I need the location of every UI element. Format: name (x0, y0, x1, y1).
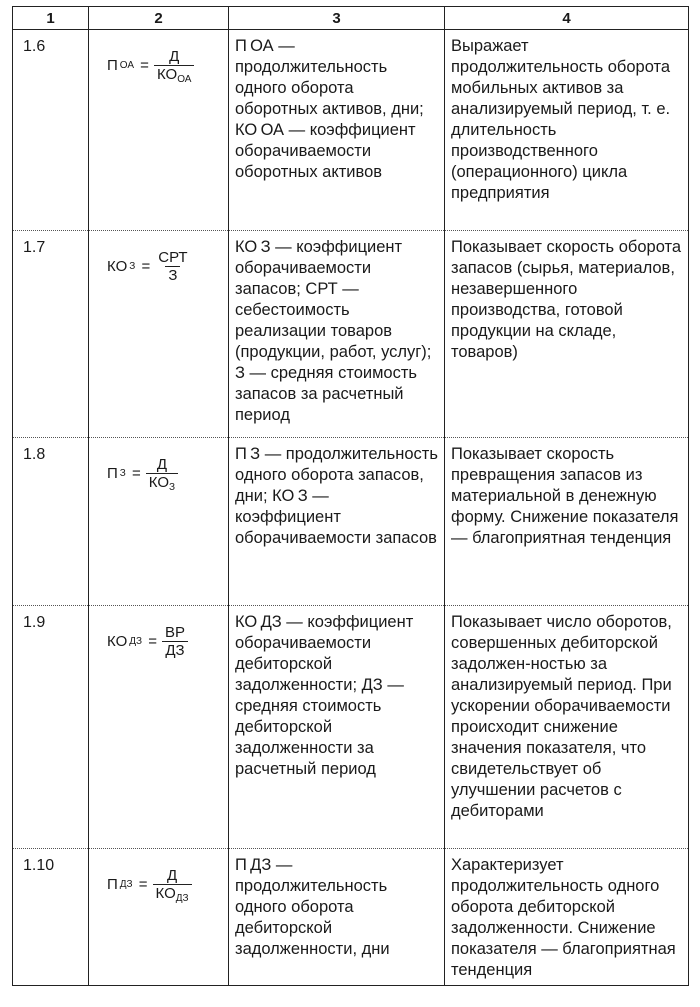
header-col-1: 1 (13, 7, 89, 30)
formula-fraction (153, 867, 192, 902)
formula-numerator: СРТ (158, 249, 188, 266)
formula: П ОА = $\frac{Д}{КО_{ОА}}$ (107, 48, 194, 83)
meaning-cell (445, 231, 689, 438)
formula-denominator: З (168, 267, 178, 284)
header-col-2: 2 (89, 7, 229, 30)
formula-denominator: ДЗ (165, 642, 185, 659)
table-row (13, 30, 689, 231)
formula-numerator: ВР (165, 624, 186, 641)
header-col-4: 4 (445, 7, 689, 30)
meaning-text: Показывает скорость оборота запасов (сырья, материалов, незавершенного производства, готовой продукции на складе, товаров) (451, 238, 682, 361)
variables-text: П ОА — продолжительность одного оборота оборотных активов, дни; КО ОА — коэффициент оборачиваемости оборотных активов (235, 37, 424, 181)
row-number: 1.7 (13, 231, 89, 438)
variables-text: КО З — коэффициент оборачиваемости запасов; СРТ — себестоимость реализации товаров (продукции, работ, услуг); З — средняя стоимость запасов за расчетный период (235, 238, 432, 424)
meaning-text: Показывает скорость превращения запасов из материальной в денежную форму. Снижение показателя — благоприятная тенденция (451, 445, 679, 547)
formula-denominator: КО (156, 66, 178, 83)
formula-numerator: Д (156, 456, 167, 473)
description-cell (229, 849, 445, 986)
formula-cell (89, 606, 229, 849)
row-number: 1.8 (13, 438, 89, 606)
formula-fraction (155, 249, 190, 284)
header-col-3: 3 (229, 7, 445, 30)
formula: КО ДЗ = $\frac{ВР}{ДЗ}$ (107, 624, 188, 659)
table-row (13, 849, 689, 986)
formula-numerator: Д (169, 48, 180, 65)
table-row (13, 606, 689, 849)
variables-text: П З — продолжительность одного оборота запасов, дни; КО З — коэффициент оборачиваемости запасов (235, 445, 438, 547)
formula: П З = $\frac{Д}{КО_З}$ (107, 456, 178, 491)
formula-lhs: П (107, 57, 118, 74)
description-cell (229, 438, 445, 606)
formula-numerator: Д (166, 867, 178, 884)
formula-cell (89, 30, 229, 231)
description-cell (229, 606, 445, 849)
formula-lhs: П (107, 465, 118, 482)
row-number: 1.10 (13, 849, 89, 986)
formula-cell (89, 438, 229, 606)
meaning-text: Показывает число оборотов, совершенных дебиторской задолжен-ностью за анализируемый период. При ускорении оборачиваемости происходит снижение значения показателя, что свидетельствует об улучшении расчетов с дебиторами (451, 613, 672, 820)
description-cell (229, 231, 445, 438)
row-number: 1.6 (13, 30, 89, 231)
formula-fraction (146, 456, 178, 491)
formula: П ДЗ = $\frac{Д}{КО_{ДЗ}}$ (107, 867, 192, 902)
indicators-table (12, 6, 689, 986)
meaning-cell (445, 438, 689, 606)
variables-text: КО ДЗ — коэффициент оборачиваемости дебиторской задолженности; ДЗ — средняя стоимость дебиторской задолженности за расчетный период (235, 613, 414, 778)
formula-lhs: П (107, 876, 118, 893)
variables-text: П ДЗ — продолжительность одного оборота дебиторской задолженности, дни (235, 856, 390, 958)
formula-cell (89, 849, 229, 986)
formula-fraction (154, 48, 194, 83)
table-row (13, 231, 689, 438)
description-cell (229, 30, 445, 231)
meaning-text: Выражает продолжительность оборота мобильных активов за анализируемый период, т. е. длительность производственного (операционного) цикла предприятия (451, 37, 671, 202)
table-row (13, 438, 689, 606)
formula: КО З = $\frac{\text{СРТ}}{З}$ (107, 249, 191, 284)
meaning-cell (445, 849, 689, 986)
formula-den-sub: ОА (177, 74, 192, 85)
formula-lhs: КО (107, 258, 128, 275)
meaning-cell (445, 30, 689, 231)
formula-denominator: КО (148, 474, 170, 491)
formula-denominator: КО (155, 885, 176, 902)
formula-den-sub: З (169, 482, 176, 493)
formula-fraction (162, 624, 188, 659)
formula-lhs: КО (107, 633, 128, 650)
formula-cell (89, 231, 229, 438)
table-header-row (13, 7, 689, 30)
meaning-cell (445, 606, 689, 849)
row-number: 1.9 (13, 606, 89, 849)
formula-den-sub: ДЗ (175, 893, 189, 904)
meaning-text: Характеризует продолжительность одного оборота дебиторской задолженности. Снижение показателя — благоприятная тенденция (451, 856, 676, 979)
